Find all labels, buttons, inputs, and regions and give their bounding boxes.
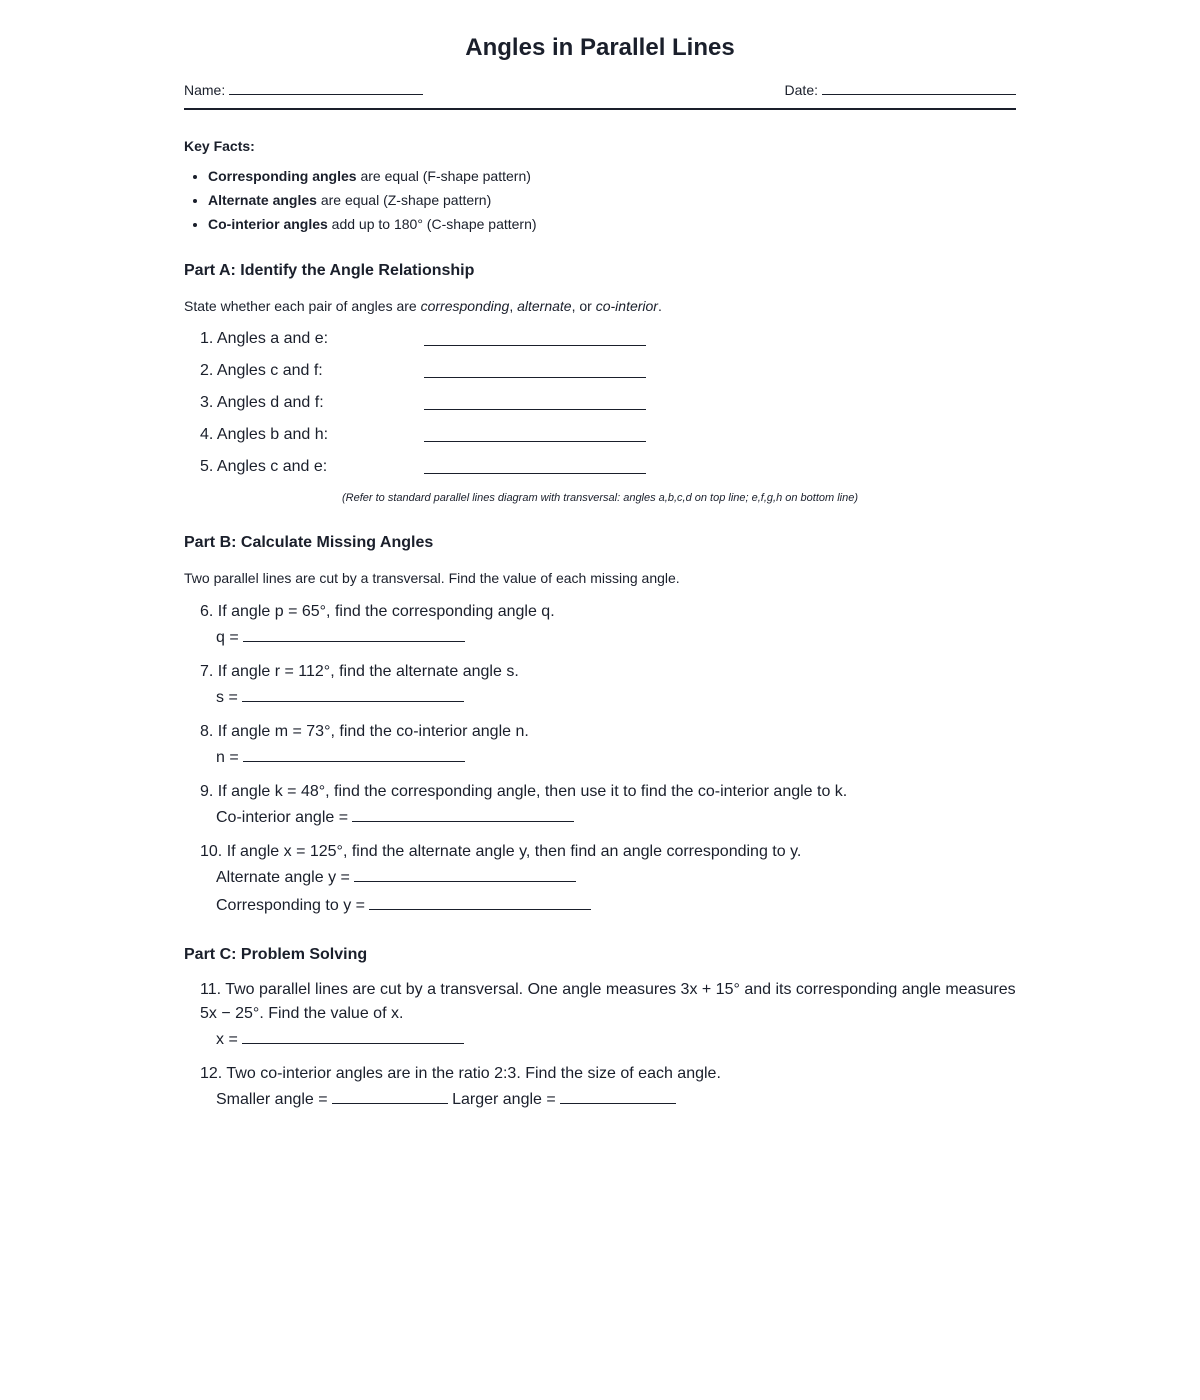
question-text: 10. If angle x = 125°, find the alternate angle y, then find an angle corresponding to y. bbox=[200, 843, 802, 860]
part-a-instruction bbox=[184, 296, 1016, 316]
answer-blank[interactable] bbox=[354, 865, 576, 882]
answer-blank[interactable] bbox=[332, 1087, 448, 1104]
answer-row bbox=[216, 1086, 1016, 1114]
part-b-title: Part B: Calculate Missing Angles bbox=[184, 534, 434, 551]
header-row bbox=[184, 80, 1016, 110]
question-label: 3. Angles d and f: bbox=[200, 394, 324, 411]
instruction-text: , bbox=[509, 298, 518, 314]
answer-row bbox=[216, 804, 1016, 832]
name-label: Name: bbox=[184, 82, 226, 98]
answer-blank[interactable] bbox=[424, 389, 646, 410]
question-label: 5. Angles c and e: bbox=[200, 458, 328, 475]
question-text: 9. If angle k = 48°, find the corresponding angle, then use it to find the co-interior angle to k. bbox=[200, 783, 848, 800]
key-facts-list bbox=[184, 164, 1016, 236]
answer-label: q = bbox=[216, 629, 239, 646]
answer-row bbox=[216, 684, 1016, 712]
name-field bbox=[184, 80, 423, 100]
worksheet bbox=[184, 0, 1016, 1114]
answer-row bbox=[216, 892, 1016, 920]
question-label: 4. Angles b and h: bbox=[200, 426, 329, 443]
key-fact-item bbox=[208, 164, 1016, 188]
question-label: 2. Angles c and f: bbox=[200, 362, 323, 379]
diagram-reference-note: (Refer to standard parallel lines diagram with transversal: angles a,b,c,d on top line; e,f,g,h on bottom line) bbox=[341, 492, 859, 504]
answer-blank[interactable] bbox=[242, 685, 464, 702]
part-a-title: Part A: Identify the Angle Relationship bbox=[184, 262, 475, 279]
answer-blank[interactable] bbox=[424, 453, 646, 474]
question-row bbox=[200, 444, 1016, 476]
question-label: 1. Angles a and e: bbox=[200, 330, 329, 347]
answer-blank[interactable] bbox=[243, 625, 465, 642]
date-label: Date: bbox=[784, 82, 818, 98]
question-text: 7. If angle r = 112°, find the alternate angle s. bbox=[200, 663, 519, 680]
answer-label: Smaller angle = bbox=[216, 1091, 328, 1108]
key-fact-term: Corresponding angles bbox=[208, 168, 357, 184]
instruction-text: , or bbox=[571, 298, 596, 314]
part-b-instruction: Two parallel lines are cut by a transversal. Find the value of each missing angle. bbox=[184, 570, 680, 586]
answer-blank[interactable] bbox=[352, 805, 574, 822]
key-facts-title: Key Facts: bbox=[184, 138, 255, 154]
key-fact-text: add up to 180° (C-shape pattern) bbox=[327, 216, 537, 232]
question-text: 12. Two co-interior angles are in the ratio 2:3. Find the size of each angle. bbox=[200, 1065, 721, 1082]
answer-label: Larger angle = bbox=[452, 1091, 556, 1108]
instruction-text: State whether each pair of angles are bbox=[184, 298, 421, 314]
answer-blank[interactable] bbox=[243, 745, 465, 762]
date-field bbox=[785, 80, 1016, 100]
page-title: Angles in Parallel Lines bbox=[465, 34, 735, 61]
instruction-term: co-interior bbox=[595, 298, 658, 314]
question-row bbox=[200, 316, 1016, 348]
question-row bbox=[200, 412, 1016, 444]
name-blank[interactable] bbox=[229, 80, 423, 95]
answer-blank[interactable] bbox=[242, 1027, 464, 1044]
answer-blank[interactable] bbox=[424, 325, 646, 346]
answer-label: Corresponding to y = bbox=[216, 897, 365, 914]
instruction-term: alternate bbox=[517, 298, 572, 314]
answer-blank[interactable] bbox=[424, 421, 646, 442]
key-fact-text: are equal (Z-shape pattern) bbox=[316, 192, 492, 208]
answer-label: x = bbox=[216, 1031, 238, 1048]
answer-label: n = bbox=[216, 749, 239, 766]
answer-row bbox=[216, 744, 1016, 772]
question-row bbox=[200, 380, 1016, 412]
part-c-title: Part C: Problem Solving bbox=[184, 946, 368, 963]
answer-row bbox=[216, 624, 1016, 652]
question-text: 6. If angle p = 65°, find the corresponding angle q. bbox=[200, 603, 555, 620]
key-fact-term: Co-interior angles bbox=[208, 216, 328, 232]
instruction-term: corresponding bbox=[420, 298, 510, 314]
answer-blank[interactable] bbox=[560, 1087, 676, 1104]
answer-label: Alternate angle y = bbox=[216, 869, 350, 886]
answer-label: Co-interior angle = bbox=[216, 809, 349, 826]
key-fact-text: are equal (F-shape pattern) bbox=[356, 168, 531, 184]
answer-blank[interactable] bbox=[369, 893, 591, 910]
answer-blank[interactable] bbox=[424, 357, 646, 378]
answer-label: s = bbox=[216, 689, 238, 706]
key-fact-item bbox=[208, 212, 1016, 236]
question-row bbox=[200, 348, 1016, 380]
key-fact-term: Alternate angles bbox=[208, 192, 317, 208]
date-blank[interactable] bbox=[822, 80, 1016, 95]
key-fact-item bbox=[208, 188, 1016, 212]
question-text: 11. Two parallel lines are cut by a transversal. One angle measures 3x + 15° and its corresponding angle measures 5x − 25°. Find the value of x. bbox=[200, 981, 1016, 1022]
answer-row bbox=[216, 1026, 1016, 1054]
part-a-questions bbox=[200, 316, 1016, 476]
answer-row bbox=[216, 864, 1016, 892]
instruction-text: . bbox=[657, 298, 662, 314]
question-text: 8. If angle m = 73°, find the co-interior angle n. bbox=[200, 723, 529, 740]
